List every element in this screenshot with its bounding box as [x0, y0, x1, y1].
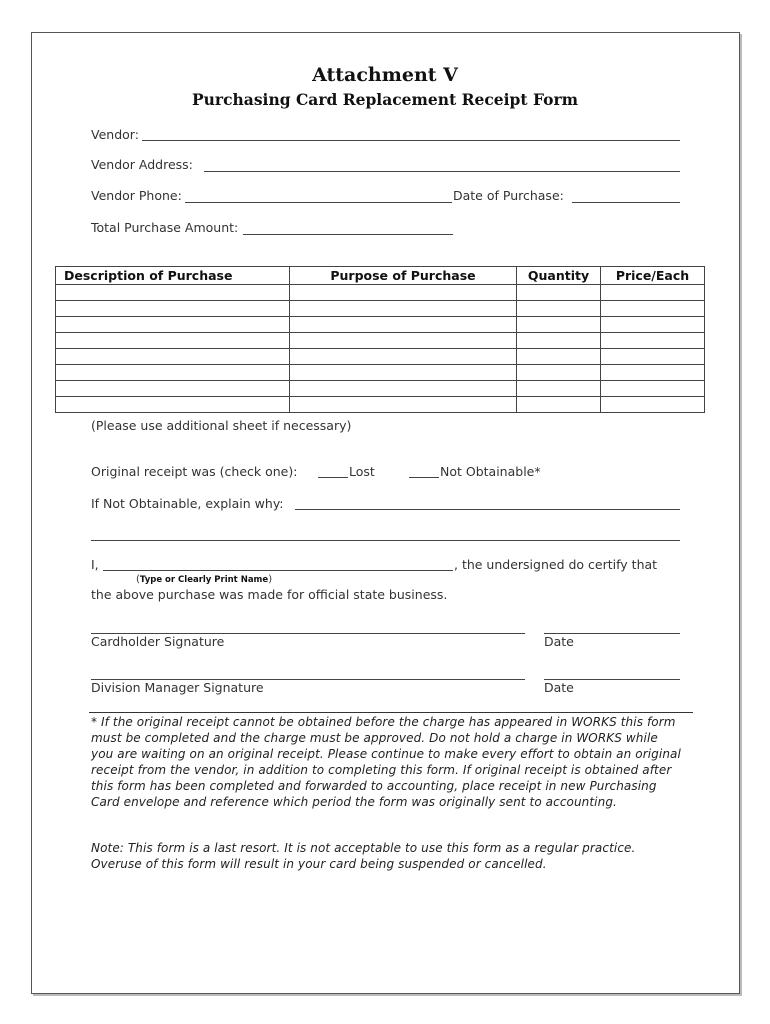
certify-prefix: I, — [91, 557, 99, 572]
quantity-cell[interactable] — [517, 397, 601, 413]
description-cell[interactable] — [56, 365, 290, 381]
page-title: Attachment V — [312, 64, 458, 86]
description-cell[interactable] — [56, 349, 290, 365]
quantity-cell[interactable] — [517, 317, 601, 333]
table-row — [56, 381, 705, 397]
explain-label: If Not Obtainable, explain why: — [91, 496, 284, 511]
table-row — [56, 365, 705, 381]
purpose-cell[interactable] — [290, 301, 517, 317]
purpose-cell[interactable] — [290, 349, 517, 365]
quantity-cell[interactable] — [517, 349, 601, 365]
total-purchase-label: Total Purchase Amount: — [91, 220, 239, 235]
page-subtitle: Purchasing Card Replacement Receipt Form — [191, 90, 579, 109]
purpose-cell[interactable] — [290, 397, 517, 413]
price-cell[interactable] — [601, 381, 705, 397]
table-row — [56, 301, 705, 317]
not-obtainable-option-label: Not Obtainable* — [440, 464, 541, 479]
print-name-field[interactable] — [103, 570, 453, 571]
price-cell[interactable] — [601, 365, 705, 381]
description-cell[interactable] — [56, 285, 290, 301]
quantity-cell[interactable] — [517, 365, 601, 381]
quantity-cell[interactable] — [517, 301, 601, 317]
price-cell[interactable] — [601, 317, 705, 333]
description-cell[interactable] — [56, 317, 290, 333]
vendor-phone-field[interactable] — [185, 202, 452, 203]
overuse-note: Note: This form is a last resort. It is not acceptable to use this form as a regular practice. Overuse of this form will result in your card being suspended or cancelled. — [91, 841, 636, 871]
purpose-cell[interactable] — [290, 365, 517, 381]
purpose-cell[interactable] — [290, 317, 517, 333]
vendor-address-field[interactable] — [204, 171, 680, 172]
footnote-divider — [89, 712, 693, 713]
quantity-cell[interactable] — [517, 381, 601, 397]
certify-suffix: , the undersigned do certify that — [454, 557, 658, 572]
certify-line2: the above purchase was made for official state business. — [91, 587, 448, 602]
name-hint-text: Type or Clearly Print Name — [139, 575, 269, 585]
description-cell[interactable] — [56, 333, 290, 349]
manager-signature-label: Division Manager Signature — [91, 680, 264, 695]
table-row — [56, 333, 705, 349]
purpose-cell[interactable] — [290, 381, 517, 397]
receipt-status-label: Original receipt was (check one): — [91, 464, 298, 479]
vendor-label: Vendor: — [91, 127, 139, 142]
vendor-phone-label: Vendor Phone: — [91, 188, 182, 203]
total-purchase-field[interactable] — [243, 234, 453, 235]
description-cell[interactable] — [56, 381, 290, 397]
date-of-purchase-field[interactable] — [572, 202, 680, 203]
description-cell[interactable] — [56, 397, 290, 413]
quantity-cell[interactable] — [517, 285, 601, 301]
manager-date-label: Date — [544, 680, 574, 695]
price-cell[interactable] — [601, 285, 705, 301]
col-description: Description of Purchase — [56, 267, 290, 285]
table-row — [56, 349, 705, 365]
date-of-purchase-label: Date of Purchase: — [453, 188, 564, 203]
cardholder-signature-label: Cardholder Signature — [91, 634, 225, 649]
vendor-field[interactable] — [142, 140, 680, 141]
not-obtainable-checkbox[interactable] — [409, 477, 439, 478]
price-cell[interactable] — [601, 333, 705, 349]
vendor-address-label: Vendor Address: — [91, 157, 193, 172]
price-cell[interactable] — [601, 301, 705, 317]
explain-field[interactable] — [295, 509, 680, 510]
table-row — [56, 285, 705, 301]
price-cell[interactable] — [601, 349, 705, 365]
col-quantity: Quantity — [517, 267, 601, 285]
purpose-cell[interactable] — [290, 285, 517, 301]
description-cell[interactable] — [56, 301, 290, 317]
lost-checkbox[interactable] — [318, 477, 348, 478]
price-cell[interactable] — [601, 397, 705, 413]
table-header-row — [56, 267, 705, 285]
cardholder-date-label: Date — [544, 634, 574, 649]
purpose-cell[interactable] — [290, 333, 517, 349]
lost-option-label: Lost — [349, 464, 375, 479]
col-purpose: Purpose of Purchase — [290, 267, 517, 285]
explain-field-continued[interactable] — [91, 540, 680, 541]
purchase-table — [55, 266, 705, 413]
footnote-paragraph: * If the original receipt cannot be obtained before the charge has appeared in WORKS this form must be completed and the charge must be approved. Do not hold a charge in WORKS while you are waiting on an original receipt. Please continue to make every effort to obtain an original receipt from the vendor, in addition to completing this form. If original receipt is obtained after this form has been completed and forwarded to accounting, place receipt in new Purchasing Card envelope and reference which period the form was originally sent to accounting. — [91, 715, 681, 809]
quantity-cell[interactable] — [517, 333, 601, 349]
col-price-each: Price/Each — [601, 267, 705, 285]
table-row — [56, 317, 705, 333]
additional-sheet-note: (Please use additional sheet if necessary) — [91, 418, 352, 433]
table-row — [56, 397, 705, 413]
name-hint: (Type or Clearly Print Name) — [136, 574, 273, 585]
